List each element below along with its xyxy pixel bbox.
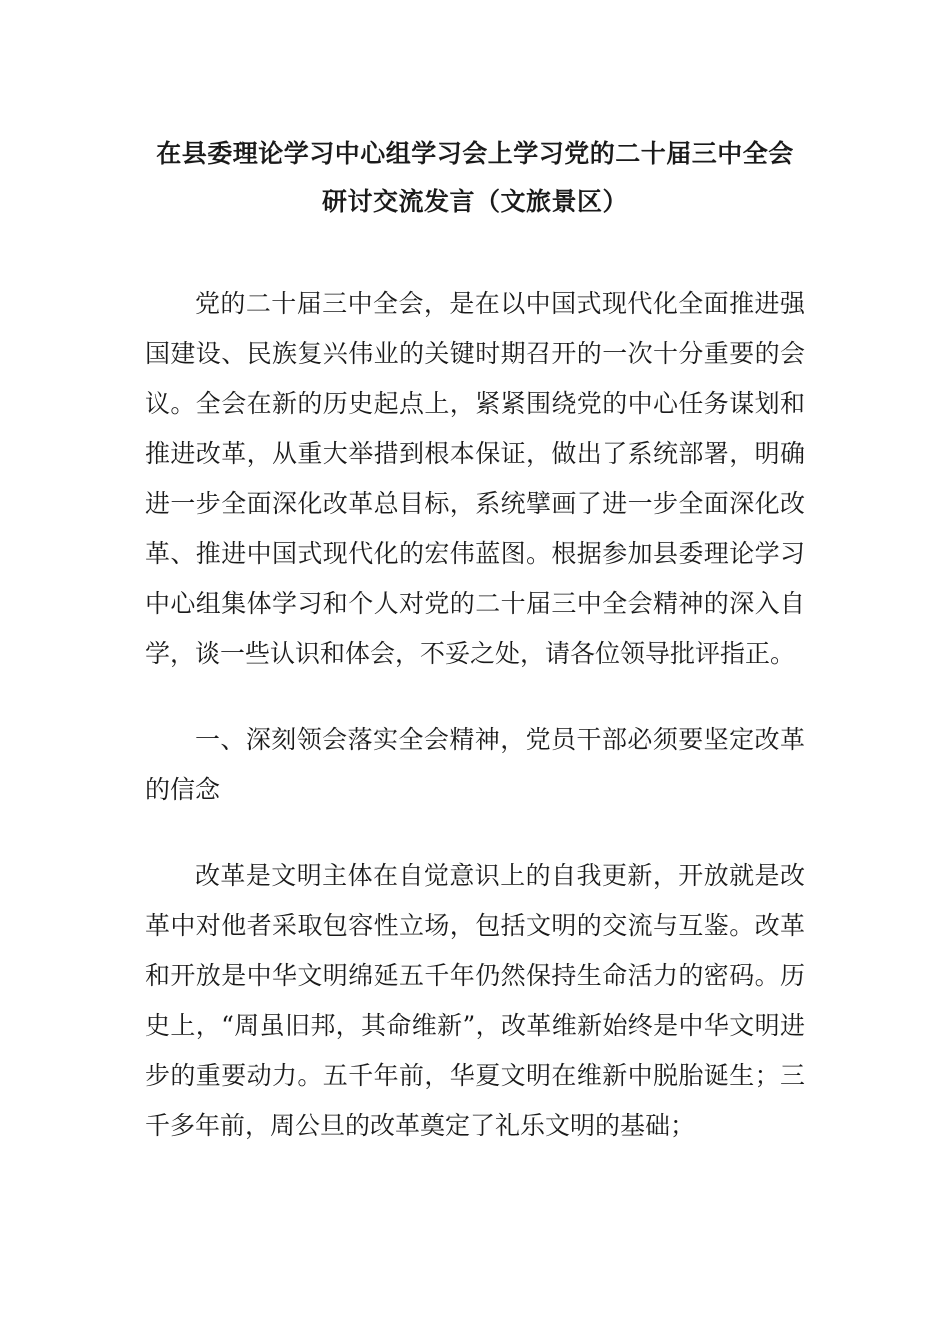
document-title: [125, 130, 825, 226]
body-paragraph-2: 改革是文明主体在自觉意识上的自我更新，开放就是改革中对他者采取包容性立场，包括文明的交流与互鉴。改革和开放是中华文明绵延五千年仍然保持生命活力的密码。历史上，“周虽旧邦，其命维新”，改革维新始终是中华文明进步的重要动力。五千年前，华夏文明在维新中脱胎诞生；三千多年前，周公旦的改革奠定了礼乐文明的基础；: [145, 861, 805, 1140]
document-page: [145, 130, 805, 1151]
intro-paragraph: 党的二十届三中全会，是在以中国式现代化全面推进强国建设、民族复兴伟业的关键时期召开的一次十分重要的会议。全会在新的历史起点上，紧紧围绕党的中心任务谋划和推进改革，从重大举措到根本保证，做出了系统部署，明确进一步全面深化改革总目标，系统擘画了进一步全面深化改革、推进中国式现代化的宏伟蓝图。根据参加县委理论学习中心组集体学习和个人对党的二十届三中全会精神的深入自学，谈一些认识和体会，不妥之处，请各位领导批评指正。: [145, 289, 805, 668]
section-heading-1: 一、深刻领会落实全会精神，党员干部必须要坚定改革的信念: [145, 725, 805, 804]
title-line-2: 研讨交流发言（文旅景区）: [321, 187, 628, 216]
title-line-1: 在县委理论学习中心组学习会上学习党的二十届三中全会: [156, 139, 794, 168]
